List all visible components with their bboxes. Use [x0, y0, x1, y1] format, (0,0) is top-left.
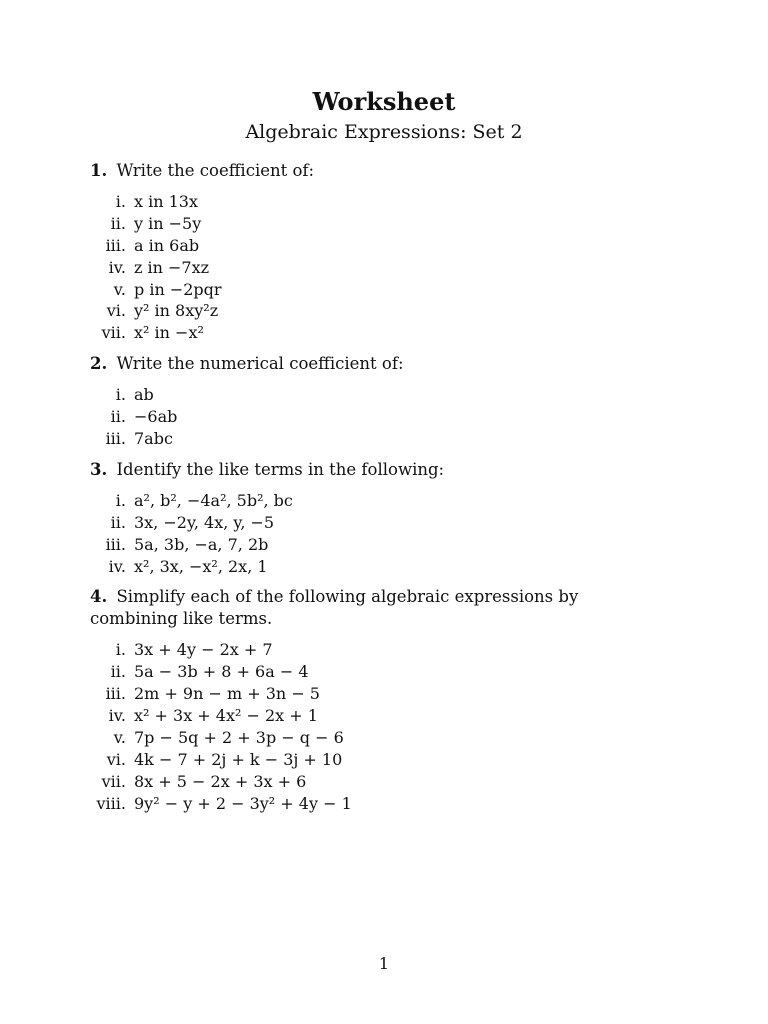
item-expression: 3x + 4y − 2x + 7 [134, 640, 273, 660]
question-prompt [90, 160, 670, 182]
list-item [90, 406, 670, 428]
item-label: i. [115, 385, 126, 405]
item-label: i. [115, 192, 126, 211]
item-expression: y² in 8xy²z [134, 301, 219, 321]
question-text: Simplify each of the following algebraic expressions by combining like terms. [90, 587, 579, 629]
item-expression: a², b², −4a², 5b², bc [134, 490, 293, 510]
page-number: 1 [378, 954, 390, 973]
item-expression: 8x + 5 − 2x + 3x + 6 [134, 771, 307, 791]
list-item [90, 213, 670, 235]
list-item [90, 257, 670, 279]
item-label: iv. [108, 257, 126, 277]
list-item [90, 279, 670, 301]
list-item [90, 749, 670, 771]
item-expression: y in −5y [134, 213, 202, 233]
item-label: iii. [105, 684, 126, 704]
item-expression: −6ab [134, 407, 178, 427]
question-number: 1. [90, 161, 108, 180]
item-label: ii. [110, 512, 126, 532]
item-expression: x², 3x, −x², 2x, 1 [134, 556, 268, 576]
item-expression: x² + 3x + 4x² − 2x + 1 [134, 706, 318, 726]
list-item [90, 191, 670, 213]
list-item [90, 384, 670, 406]
item-label: vi. [106, 301, 126, 321]
item-label: i. [115, 490, 126, 510]
item-expression: 7p − 5q + 2 + 3p − q − 6 [134, 728, 344, 748]
item-label: iv. [108, 706, 126, 726]
question-2 [90, 353, 670, 450]
questions-section [90, 160, 670, 824]
item-label: vii. [101, 323, 126, 343]
question-number: 2. [90, 354, 108, 374]
question-prompt [90, 459, 670, 481]
list-item [90, 793, 670, 815]
item-expression: a in 6ab [134, 235, 200, 255]
item-label: iii. [105, 429, 126, 449]
item-label: iii. [105, 534, 126, 554]
item-label: ii. [110, 662, 126, 682]
item-label: v. [113, 728, 126, 748]
question-text: Write the coefficient of: [116, 161, 315, 180]
list-item [90, 428, 670, 450]
item-expression: p in −2pqr [134, 279, 222, 299]
list-item [90, 683, 670, 705]
item-label: ii. [110, 213, 126, 233]
item-expression: 4k − 7 + 2j + k − 3j + 10 [134, 749, 343, 769]
question-prompt [90, 353, 670, 375]
item-label: i. [115, 640, 126, 660]
question-number: 4. [90, 587, 108, 607]
question-items [90, 384, 670, 450]
question-1 [90, 160, 670, 344]
list-item [90, 556, 670, 578]
question-number: 3. [90, 459, 108, 479]
question-items [90, 639, 670, 814]
list-item [90, 235, 670, 257]
list-item [90, 661, 670, 683]
question-items [90, 191, 670, 344]
list-item [90, 639, 670, 661]
item-expression: 5a, 3b, −a, 7, 2b [134, 534, 269, 554]
item-label: vi. [106, 749, 126, 769]
item-expression: z in −7xz [134, 257, 210, 277]
item-expression: 7abc [134, 429, 173, 449]
item-expression: 5a − 3b + 8 + 6a − 4 [134, 662, 309, 682]
item-expression: ab [134, 385, 154, 405]
list-item [90, 705, 670, 727]
list-item [90, 727, 670, 749]
question-items [90, 490, 670, 578]
list-item [90, 534, 670, 556]
item-label: ii. [110, 407, 126, 427]
item-label: iii. [105, 235, 126, 255]
item-label: v. [113, 279, 126, 299]
question-prompt [90, 586, 670, 630]
page-title: Worksheet [312, 87, 456, 116]
question-text: Write the numerical coefficient of: [116, 354, 404, 374]
item-expression: 2m + 9n − m + 3n − 5 [134, 684, 320, 704]
item-label: iv. [108, 556, 126, 576]
list-item [90, 771, 670, 793]
list-item [90, 490, 670, 512]
item-expression: x in 13x [134, 192, 198, 211]
list-item [90, 300, 670, 322]
list-item [90, 512, 670, 534]
item-label: viii. [96, 793, 126, 813]
question-text: Identify the like terms in the following: [116, 459, 445, 479]
item-expression: 9y² − y + 2 − 3y² + 4y − 1 [134, 793, 352, 813]
list-item [90, 322, 670, 344]
item-expression: x² in −x² [134, 323, 204, 343]
question-3 [90, 459, 670, 578]
item-label: vii. [101, 771, 126, 791]
question-4 [90, 586, 670, 814]
item-expression: 3x, −2y, 4x, y, −5 [134, 512, 275, 532]
page-subtitle: Algebraic Expressions: Set 2 [245, 121, 523, 143]
